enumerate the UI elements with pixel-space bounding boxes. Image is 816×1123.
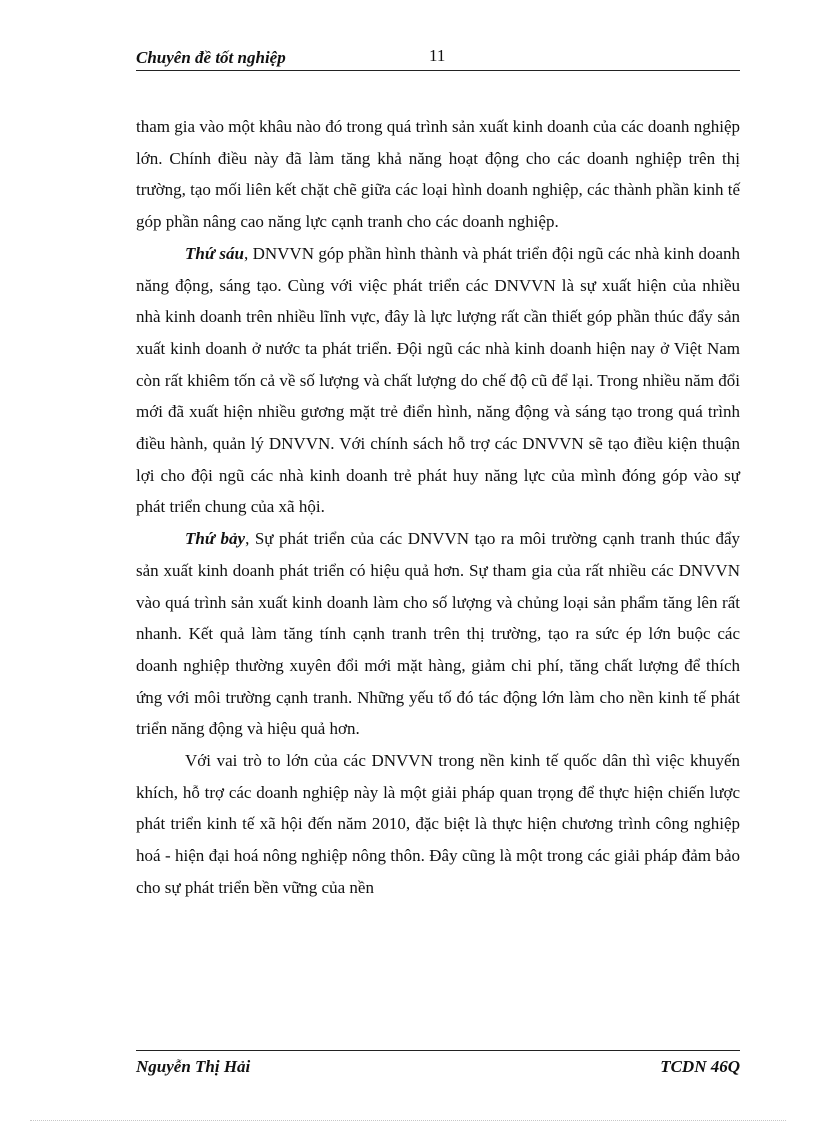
page-number: 11	[429, 46, 446, 65]
header-title: Chuyên đề tốt nghiệp	[136, 48, 286, 67]
paragraph-2	[136, 238, 740, 523]
page-footer	[136, 1050, 740, 1077]
footer-code: TCDN 46Q	[660, 1057, 740, 1076]
paragraph-3	[136, 523, 740, 745]
document-body	[136, 111, 740, 904]
page-header	[136, 46, 740, 71]
paragraph-3-text: , Sự phát triển của các DNVVN tạo ra môi trường cạnh tranh thúc đẩy sản xuất kinh doanh phát triển có hiệu quả hơn. Sự tham gia của rất nhiều các DNVVN vào quá trình sản xuất kinh doanh làm cho số lượng và chủng loại sản phẩm tăng lên rất nhanh. Kết quả làm tăng tính cạnh tranh trên thị trường, tạo ra sức ép lớn buộc các doanh nghiệp thường xuyên đổi mới mặt hàng, giảm chi phí, tăng chất lượng để thích ứng với môi trường cạnh tranh. Những yếu tố đó tác động lớn làm cho nền kinh tế phát triển năng động và hiệu quả hơn.	[136, 529, 740, 739]
footer-author: Nguyễn Thị Hải	[136, 1057, 251, 1076]
paragraph-2-lead: Thứ sáu	[185, 243, 244, 263]
paragraph-4: Với vai trò to lớn của các DNVVN trong nền kinh tế quốc dân thì việc khuyến khích, hỗ trợ các doanh nghiệp này là một giải pháp quan trọng để thực hiện chiến lược phát triển kinh tế xã hội đến năm 2010, đặc biệt là thực hiện chương trình công nghiệp hoá - hiện đại hoá nông nghiệp nông thôn. Đây cũng là một trong các giải pháp đảm bảo cho sự phát triển bền vững của nền	[136, 751, 740, 897]
paragraph-3-lead: Thứ bảy	[185, 529, 246, 549]
page-bottom-divider	[30, 1120, 786, 1121]
paragraph-1: tham gia vào một khâu nào đó trong quá trình sản xuất kinh doanh của các doanh nghiệp lớn. Chính điều này đã làm tăng khả năng hoạt động cho các doanh nghiệp trên thị trường, tạo mối liên kết chặt chẽ giữa các loại hình doanh nghiệp, các thành phần kinh tế góp phần nâng cao năng lực cạnh tranh cho các doanh nghiệp.	[136, 117, 740, 232]
paragraph-2-text: , DNVVN góp phần hình thành và phát triển đội ngũ các nhà kinh doanh năng động, sáng tạo. Cùng với việc phát triển các DNVVN là sự xuất hiện của nhiều nhà kinh doanh trên nhiều lĩnh vực, đây là lực lượng rất cần thiết góp phần thúc đẩy sản xuất kinh doanh ở nước ta phát triển. Đội ngũ các nhà kinh doanh hiện nay ở Việt Nam còn rất khiêm tốn cả về số lượng và chất lượng do chế độ cũ để lại. Trong nhiều năm đổi mới đã xuất hiện nhiều gương mặt trẻ điển hình, năng động và sáng tạo trong quá trình điều hành, quản lý DNVVN. Với chính sách hỗ trợ các DNVVN sẽ tạo điều kiện thuận lợi cho đội ngũ các nhà kinh doanh trẻ phát huy năng lực của mình đóng góp vào sự phát triển chung của xã hội.	[136, 243, 740, 517]
